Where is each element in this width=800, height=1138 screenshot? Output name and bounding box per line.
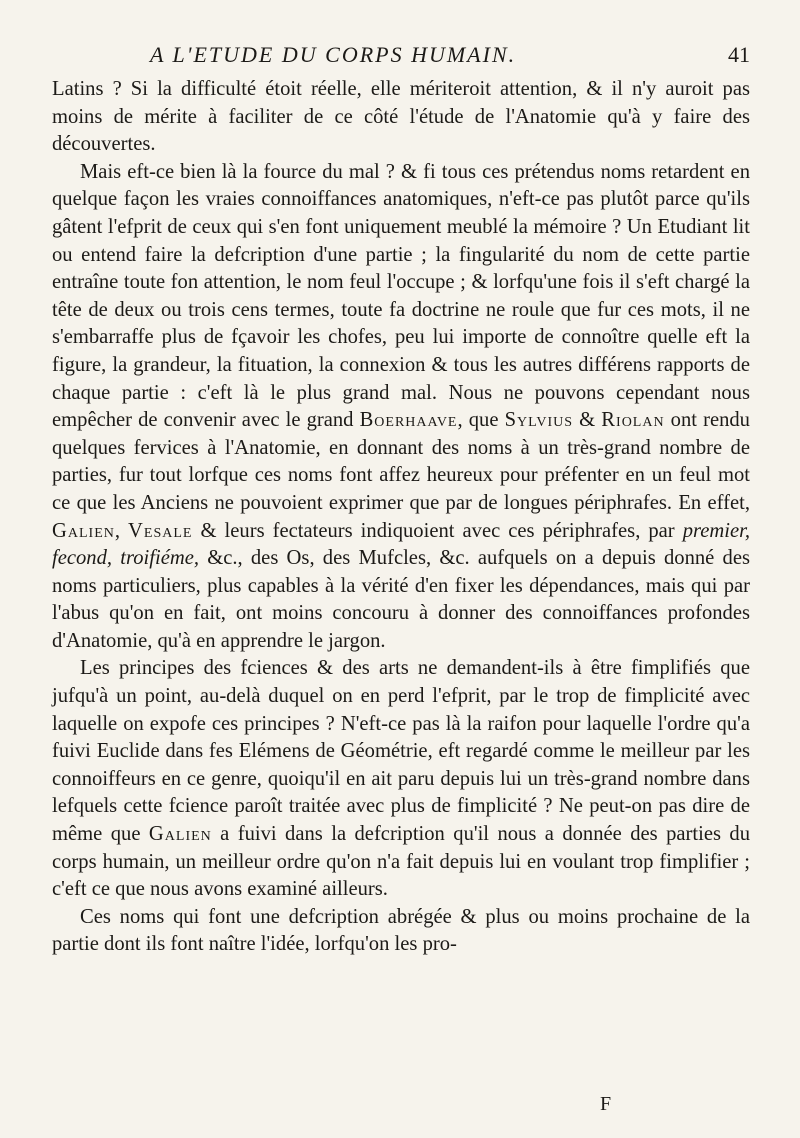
text-segment: Latins ? Si la difficulté étoit réelle, elle mériteroit attention, & il n'y auroit pas moins de mérite à faciliter de ce côté l'étude de l'Anatomie qu'à y faire des découvertes. bbox=[52, 78, 750, 156]
paragraph bbox=[52, 159, 750, 656]
text-segment: Mais eft-ce bien là la fource du mal ? & fi tous ces prétendus noms retardent en quelque façon les vraies connoiffances anatomiques, n'eft-ce pas plutôt parce qu'ils gâtent l'efprit de ceux qui s'en font uniquement meublé la mémoire ? Un Etudiant lit ou entend faire la defcription d'une partie ; la fingularité du nom de cette partie entraîne toute fon attention, le nom feul l'occupe ; & lorfqu'une fois il s'eft chargé la tête de deux ou trois cens termes, toute fa doctrine ne roule que fur ces mots, il ne s'embarraffe plus de fçavoir les chofes, peu lui importe de connoître quelle eft la figure, la grandeur, la fituation, la connexion & tous les autres différens rapports de chaque partie : c'eft là le plus grand mal. Nous ne pouvons cependant nous empêcher de convenir avec le grand bbox=[52, 160, 750, 432]
signature-mark: F bbox=[600, 1093, 612, 1115]
paragraph bbox=[52, 76, 750, 159]
body-text bbox=[52, 76, 750, 959]
paragraph bbox=[52, 655, 750, 903]
page-number: 41 bbox=[728, 42, 750, 67]
running-head bbox=[52, 42, 750, 76]
text-segment: ont rendu quelques fervices à l'Anatomie, en donnant des noms à un très-grand nombre de parties, fur tout lorfque ces noms font affez heureux pour préfenter en un feul mot ce que les Anciens ne pouvoient exprimer que par de longues périphrafes. En effet, bbox=[52, 409, 750, 514]
running-title: A L'ETUDE DU CORPS HUMAIN. bbox=[150, 42, 517, 67]
proper-name: Sylvius bbox=[504, 409, 574, 432]
text-segment: & leurs fectateurs indiquoient avec ces périphrafes, par bbox=[192, 519, 683, 542]
text-segment: &c., des Os, des Mufcles, &c. aufquels on a depuis donné des noms particuliers, plus capables à la vérité d'en fixer les dépendances, mais qui par l'abus qu'on en fait, ont moins concouru à donner des connoiffances profondes d'Anatomie, qu'à en apprendre le jargon. bbox=[52, 547, 750, 652]
text-segment: , bbox=[114, 519, 129, 542]
paragraph bbox=[52, 904, 750, 959]
proper-name: Boerhaave bbox=[359, 409, 458, 432]
text-segment: a fuivi dans la defcription qu'il nous a donnée des parties du corps humain, un meilleur ordre qu'on n'a fait depuis lui en voulant trop fimplifier ; c'eft ce que nous avons examiné ailleurs. bbox=[52, 823, 750, 901]
text-segment: Les principes des fciences & des arts ne demandent-ils à être fimplifiés que jufqu'à un point, au-delà duquel on en perd l'efprit, par le trop de fimplicité avec laquelle on expofe ces principes ? N'eft-ce pas là la raifon pour laquelle l'ordre qu'a fuivi Euclide dans fes Elémens de Géométrie, eft regardé comme le meilleur par les connoiffeurs en ce genre, quoiqu'il en ait paru depuis lui un très-grand nombre dans lefquels cette fcience paroît traitée avec plus de fimplicité ? Ne peut-on pas dire de même que bbox=[52, 657, 750, 846]
text-segment: , que bbox=[457, 409, 505, 432]
text-segment: & bbox=[573, 409, 602, 432]
text-segment: Ces noms qui font une defcription abrégée & plus ou moins prochaine de la partie dont ils font naître l'idée, lorfqu'on les pro- bbox=[52, 905, 750, 956]
proper-name: Riolan bbox=[601, 409, 665, 432]
proper-name: Galien bbox=[52, 519, 115, 542]
proper-name: Galien bbox=[148, 823, 212, 846]
proper-name: Vesale bbox=[128, 519, 193, 542]
italic-text: premier, fecond, troifiéme, bbox=[52, 519, 751, 570]
